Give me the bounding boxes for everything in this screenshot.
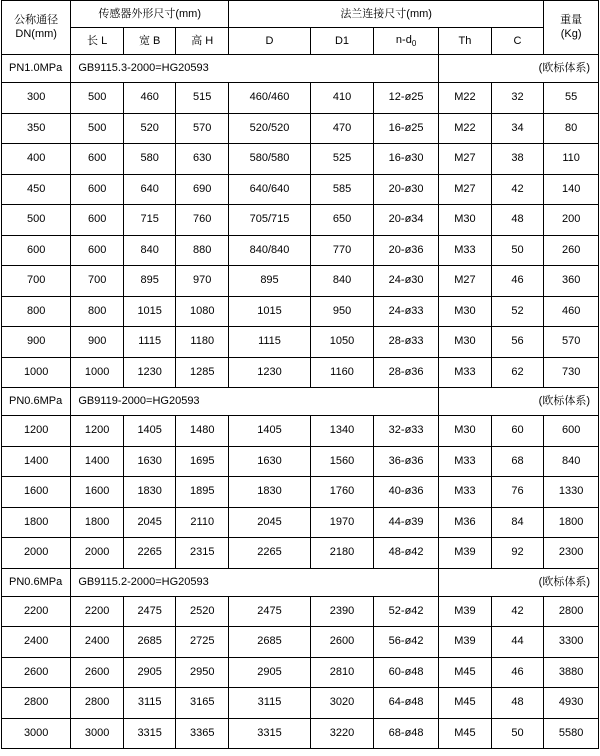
cell-0-1-8: 34: [491, 113, 544, 144]
cell-1-3-9: 1800: [544, 507, 599, 538]
cell-0-7-8: 52: [491, 296, 544, 327]
table-row: [2, 205, 599, 236]
cell-0-4-0: 500: [2, 205, 71, 236]
header-col-7: C: [491, 28, 544, 55]
cell-1-4-6: 48-ø42: [374, 538, 439, 569]
cell-0-4-8: 48: [491, 205, 544, 236]
header-dn: 公称通径 DN(mm): [2, 1, 71, 55]
cell-0-6-6: 24-ø30: [374, 266, 439, 297]
cell-2-0-5: 2390: [310, 596, 373, 627]
header-col-2: 高 H: [176, 28, 229, 55]
cell-2-0-7: M39: [439, 596, 492, 627]
cell-2-0-2: 2475: [123, 596, 176, 627]
section-pressure-0: PN1.0MPa: [2, 55, 71, 83]
cell-0-0-3: 515: [176, 83, 229, 114]
cell-1-1-9: 840: [544, 446, 599, 477]
cell-0-1-7: M22: [439, 113, 492, 144]
cell-0-3-0: 450: [2, 174, 71, 205]
cell-2-4-0: 3000: [2, 718, 71, 749]
table-row: [2, 235, 599, 266]
cell-1-4-7: M39: [439, 538, 492, 569]
cell-0-2-1: 600: [71, 144, 124, 175]
cell-0-5-9: 260: [544, 235, 599, 266]
cell-0-8-6: 28-ø33: [374, 327, 439, 358]
cell-2-3-4: 3115: [229, 688, 311, 719]
cell-0-4-2: 715: [123, 205, 176, 236]
cell-0-3-1: 600: [71, 174, 124, 205]
cell-0-2-5: 525: [310, 144, 373, 175]
cell-1-2-9: 1330: [544, 477, 599, 508]
cell-1-0-7: M30: [439, 416, 492, 447]
cell-0-0-8: 32: [491, 83, 544, 114]
cell-2-1-9: 3300: [544, 627, 599, 658]
table-row: [2, 327, 599, 358]
cell-2-2-9: 3880: [544, 657, 599, 688]
cell-0-9-7: M33: [439, 357, 492, 388]
cell-0-3-3: 690: [176, 174, 229, 205]
cell-0-2-8: 38: [491, 144, 544, 175]
cell-1-1-3: 1695: [176, 446, 229, 477]
cell-2-4-2: 3315: [123, 718, 176, 749]
cell-2-2-6: 60-ø48: [374, 657, 439, 688]
cell-1-3-3: 2110: [176, 507, 229, 538]
cell-2-4-7: M45: [439, 718, 492, 749]
cell-1-0-1: 1200: [71, 416, 124, 447]
section-pressure-2: PN0.6MPa: [2, 568, 71, 596]
cell-1-1-8: 68: [491, 446, 544, 477]
cell-1-3-0: 1800: [2, 507, 71, 538]
cell-1-3-7: M36: [439, 507, 492, 538]
cell-2-3-6: 64-ø48: [374, 688, 439, 719]
cell-2-1-1: 2400: [71, 627, 124, 658]
cell-0-3-6: 20-ø30: [374, 174, 439, 205]
cell-1-0-4: 1405: [229, 416, 311, 447]
cell-2-2-8: 46: [491, 657, 544, 688]
header-weight: 重量 (Kg): [544, 1, 599, 55]
cell-0-7-2: 1015: [123, 296, 176, 327]
cell-0-8-2: 1115: [123, 327, 176, 358]
table-row: [2, 718, 599, 749]
cell-0-4-3: 760: [176, 205, 229, 236]
cell-0-8-4: 1115: [229, 327, 311, 358]
cell-1-1-1: 1400: [71, 446, 124, 477]
cell-0-5-0: 600: [2, 235, 71, 266]
cell-0-6-3: 970: [176, 266, 229, 297]
cell-0-8-8: 56: [491, 327, 544, 358]
cell-2-3-7: M45: [439, 688, 492, 719]
cell-1-1-0: 1400: [2, 446, 71, 477]
table-row: [2, 477, 599, 508]
table-row: [2, 538, 599, 569]
table-row: [2, 596, 599, 627]
cell-2-2-7: M45: [439, 657, 492, 688]
cell-0-1-4: 520/520: [229, 113, 311, 144]
cell-0-1-2: 520: [123, 113, 176, 144]
cell-1-4-8: 92: [491, 538, 544, 569]
cell-1-4-4: 2265: [229, 538, 311, 569]
cell-2-1-8: 44: [491, 627, 544, 658]
cell-0-0-7: M22: [439, 83, 492, 114]
cell-2-4-5: 3220: [310, 718, 373, 749]
cell-0-3-9: 140: [544, 174, 599, 205]
cell-0-4-4: 705/715: [229, 205, 311, 236]
cell-0-0-6: 12-ø25: [374, 83, 439, 114]
cell-2-3-3: 3165: [176, 688, 229, 719]
section-system-2: (欧标体系): [439, 568, 599, 596]
cell-1-4-9: 2300: [544, 538, 599, 569]
cell-0-8-3: 1180: [176, 327, 229, 358]
cell-0-9-1: 1000: [71, 357, 124, 388]
cell-1-1-6: 36-ø36: [374, 446, 439, 477]
cell-1-2-3: 1895: [176, 477, 229, 508]
table-row: [2, 507, 599, 538]
cell-0-9-9: 730: [544, 357, 599, 388]
specification-table: [1, 0, 599, 749]
cell-0-4-5: 650: [310, 205, 373, 236]
cell-0-8-7: M30: [439, 327, 492, 358]
cell-2-4-1: 3000: [71, 718, 124, 749]
cell-2-3-8: 48: [491, 688, 544, 719]
cell-0-8-5: 1050: [310, 327, 373, 358]
cell-2-0-8: 42: [491, 596, 544, 627]
cell-0-9-8: 62: [491, 357, 544, 388]
cell-2-1-4: 2685: [229, 627, 311, 658]
table-row: [2, 416, 599, 447]
cell-2-0-3: 2520: [176, 596, 229, 627]
cell-0-1-9: 80: [544, 113, 599, 144]
cell-2-3-2: 3115: [123, 688, 176, 719]
cell-0-3-7: M27: [439, 174, 492, 205]
cell-0-1-5: 470: [310, 113, 373, 144]
section-standard-1: GB9119-2000=HG20593: [71, 388, 439, 416]
cell-0-1-1: 500: [71, 113, 124, 144]
cell-1-4-2: 2265: [123, 538, 176, 569]
cell-2-1-2: 2685: [123, 627, 176, 658]
cell-0-5-8: 50: [491, 235, 544, 266]
cell-0-0-0: 300: [2, 83, 71, 114]
cell-0-4-7: M30: [439, 205, 492, 236]
cell-1-2-0: 1600: [2, 477, 71, 508]
cell-2-1-0: 2400: [2, 627, 71, 658]
cell-0-2-4: 580/580: [229, 144, 311, 175]
cell-1-3-6: 44-ø39: [374, 507, 439, 538]
cell-2-4-4: 3315: [229, 718, 311, 749]
table-row: [2, 266, 599, 297]
cell-0-1-0: 350: [2, 113, 71, 144]
cell-0-3-2: 640: [123, 174, 176, 205]
cell-0-6-5: 840: [310, 266, 373, 297]
table-row: [2, 174, 599, 205]
cell-1-4-3: 2315: [176, 538, 229, 569]
cell-0-2-3: 630: [176, 144, 229, 175]
cell-1-3-8: 84: [491, 507, 544, 538]
cell-0-7-6: 24-ø33: [374, 296, 439, 327]
header-col-0: 长 L: [71, 28, 124, 55]
cell-2-1-6: 56-ø42: [374, 627, 439, 658]
table-row: [2, 296, 599, 327]
cell-2-3-1: 2800: [71, 688, 124, 719]
cell-2-2-4: 2905: [229, 657, 311, 688]
cell-1-0-3: 1480: [176, 416, 229, 447]
section-standard-0: GB9115.3-2000=HG20593: [71, 55, 439, 83]
cell-2-0-0: 2200: [2, 596, 71, 627]
cell-0-7-1: 800: [71, 296, 124, 327]
cell-2-2-3: 2950: [176, 657, 229, 688]
table-row: [2, 627, 599, 658]
cell-2-2-2: 2905: [123, 657, 176, 688]
section-header-1: [2, 388, 599, 416]
cell-0-3-5: 585: [310, 174, 373, 205]
cell-1-1-2: 1630: [123, 446, 176, 477]
cell-0-2-7: M27: [439, 144, 492, 175]
cell-2-2-5: 2810: [310, 657, 373, 688]
cell-2-4-3: 3365: [176, 718, 229, 749]
cell-1-3-4: 2045: [229, 507, 311, 538]
cell-0-1-6: 16-ø25: [374, 113, 439, 144]
cell-1-2-8: 76: [491, 477, 544, 508]
cell-1-2-1: 1600: [71, 477, 124, 508]
cell-2-0-9: 2800: [544, 596, 599, 627]
cell-0-0-2: 460: [123, 83, 176, 114]
cell-2-4-6: 68-ø48: [374, 718, 439, 749]
cell-0-2-2: 580: [123, 144, 176, 175]
cell-2-1-5: 2600: [310, 627, 373, 658]
section-header-2: [2, 568, 599, 596]
cell-2-0-4: 2475: [229, 596, 311, 627]
cell-2-1-3: 2725: [176, 627, 229, 658]
cell-2-4-9: 5580: [544, 718, 599, 749]
cell-0-7-0: 800: [2, 296, 71, 327]
cell-2-1-7: M39: [439, 627, 492, 658]
cell-0-7-7: M30: [439, 296, 492, 327]
section-system-0: (欧标体系): [439, 55, 599, 83]
section-system-1: (欧标体系): [439, 388, 599, 416]
cell-1-4-0: 2000: [2, 538, 71, 569]
cell-1-0-2: 1405: [123, 416, 176, 447]
cell-0-4-9: 200: [544, 205, 599, 236]
cell-0-4-1: 600: [71, 205, 124, 236]
table-header-groups: [2, 1, 599, 28]
cell-1-1-5: 1560: [310, 446, 373, 477]
cell-0-6-4: 895: [229, 266, 311, 297]
table-row: [2, 357, 599, 388]
section-standard-2: GB9115.2-2000=HG20593: [71, 568, 439, 596]
cell-0-0-9: 55: [544, 83, 599, 114]
cell-0-5-2: 840: [123, 235, 176, 266]
cell-0-9-2: 1230: [123, 357, 176, 388]
cell-0-3-4: 640/640: [229, 174, 311, 205]
table-row: [2, 657, 599, 688]
cell-0-5-5: 770: [310, 235, 373, 266]
cell-1-3-1: 1800: [71, 507, 124, 538]
header-col-6: Th: [439, 28, 492, 55]
cell-0-8-9: 570: [544, 327, 599, 358]
cell-0-7-3: 1080: [176, 296, 229, 327]
cell-1-2-4: 1830: [229, 477, 311, 508]
cell-0-2-6: 16-ø30: [374, 144, 439, 175]
cell-0-2-0: 400: [2, 144, 71, 175]
header-col-3: D: [229, 28, 311, 55]
cell-1-1-4: 1630: [229, 446, 311, 477]
cell-1-0-6: 32-ø33: [374, 416, 439, 447]
cell-2-2-0: 2600: [2, 657, 71, 688]
cell-0-0-4: 460/460: [229, 83, 311, 114]
cell-1-2-5: 1760: [310, 477, 373, 508]
header-col-4: D1: [310, 28, 373, 55]
cell-0-9-4: 1230: [229, 357, 311, 388]
cell-1-4-5: 2180: [310, 538, 373, 569]
cell-0-7-4: 1015: [229, 296, 311, 327]
cell-1-0-0: 1200: [2, 416, 71, 447]
cell-2-3-0: 2800: [2, 688, 71, 719]
cell-0-5-3: 880: [176, 235, 229, 266]
header-flange-dimensions: 法兰连接尺寸(mm): [229, 1, 544, 28]
cell-1-1-7: M33: [439, 446, 492, 477]
table-row: [2, 688, 599, 719]
cell-1-0-8: 60: [491, 416, 544, 447]
cell-2-4-8: 50: [491, 718, 544, 749]
cell-1-2-7: M33: [439, 477, 492, 508]
cell-0-6-2: 895: [123, 266, 176, 297]
cell-2-0-1: 2200: [71, 596, 124, 627]
cell-0-9-5: 1160: [310, 357, 373, 388]
table-row: [2, 144, 599, 175]
section-header-0: [2, 55, 599, 83]
cell-2-0-6: 52-ø42: [374, 596, 439, 627]
cell-0-8-0: 900: [2, 327, 71, 358]
cell-0-4-6: 20-ø34: [374, 205, 439, 236]
cell-1-0-9: 600: [544, 416, 599, 447]
cell-0-7-5: 950: [310, 296, 373, 327]
cell-0-7-9: 460: [544, 296, 599, 327]
cell-0-6-7: M27: [439, 266, 492, 297]
cell-1-3-5: 1970: [310, 507, 373, 538]
cell-1-3-2: 2045: [123, 507, 176, 538]
cell-0-1-3: 570: [176, 113, 229, 144]
cell-0-6-1: 700: [71, 266, 124, 297]
cell-2-3-9: 4930: [544, 688, 599, 719]
cell-0-5-1: 600: [71, 235, 124, 266]
cell-0-2-9: 110: [544, 144, 599, 175]
cell-0-5-6: 20-ø36: [374, 235, 439, 266]
cell-0-0-1: 500: [71, 83, 124, 114]
cell-0-6-8: 46: [491, 266, 544, 297]
cell-0-9-3: 1285: [176, 357, 229, 388]
cell-0-5-7: M33: [439, 235, 492, 266]
header-col-n-d0: $n-d_0$: [374, 28, 439, 55]
cell-1-2-2: 1830: [123, 477, 176, 508]
cell-0-3-8: 42: [491, 174, 544, 205]
header-sensor-dimensions: 传感器外形尺寸(mm): [71, 1, 229, 28]
table-row: [2, 113, 599, 144]
section-pressure-1: PN0.6MPa: [2, 388, 71, 416]
cell-1-4-1: 2000: [71, 538, 124, 569]
cell-0-9-0: 1000: [2, 357, 71, 388]
cell-0-8-1: 900: [71, 327, 124, 358]
cell-1-2-6: 40-ø36: [374, 477, 439, 508]
header-col-1: 宽 B: [123, 28, 176, 55]
cell-0-6-9: 360: [544, 266, 599, 297]
cell-0-0-5: 410: [310, 83, 373, 114]
cell-1-0-5: 1340: [310, 416, 373, 447]
cell-2-3-5: 3020: [310, 688, 373, 719]
table-row: [2, 83, 599, 114]
cell-0-9-6: 28-ø36: [374, 357, 439, 388]
table-row: [2, 446, 599, 477]
cell-2-2-1: 2600: [71, 657, 124, 688]
cell-0-6-0: 700: [2, 266, 71, 297]
table-header-columns: [2, 28, 599, 55]
cell-0-5-4: 840/840: [229, 235, 311, 266]
